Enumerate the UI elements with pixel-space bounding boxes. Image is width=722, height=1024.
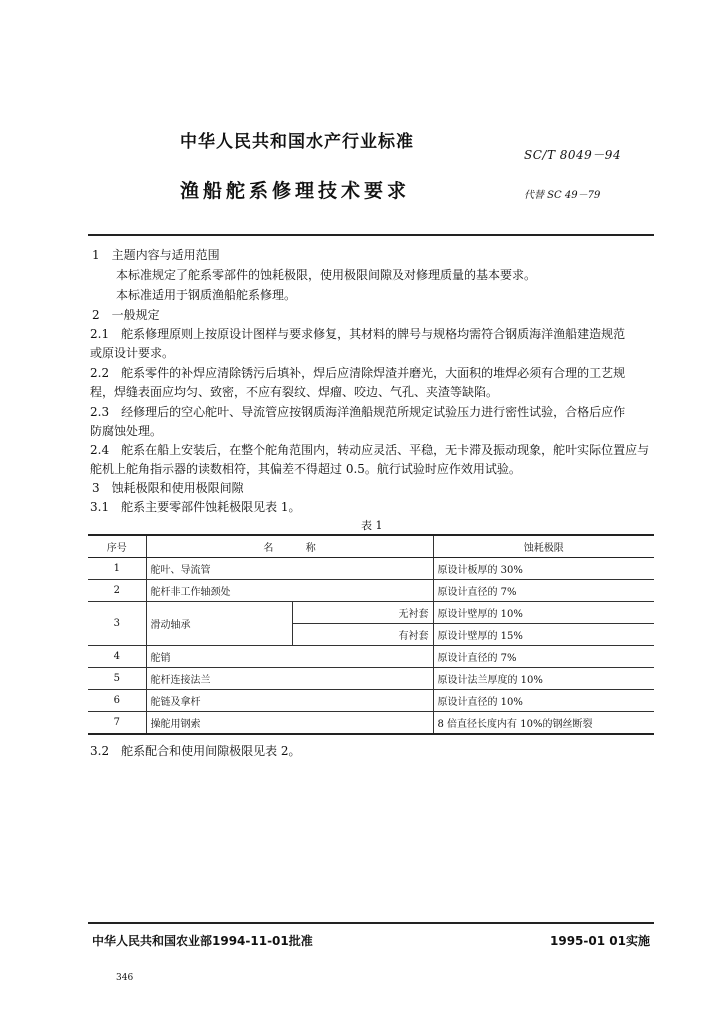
row-no: 7: [88, 712, 146, 735]
row-no: 1: [88, 558, 146, 580]
row-name: 舵链及拿杆: [146, 690, 433, 712]
section-2-title: 2 一般规定: [92, 308, 160, 322]
table-row: [88, 646, 654, 668]
clause-2-4-line-1: 2.4 舵系在船上安装后，在整个舵角范围内，转动应灵活、平稳，无卡滞及振动现象，舵叶实际位置应与: [90, 443, 650, 457]
row-name: 操舵用钢索: [146, 712, 433, 735]
row-name: 舵销: [146, 646, 433, 668]
header-name-part-1: 名: [263, 543, 274, 554]
standard-code: SC/T 8049－94: [524, 148, 622, 162]
table-row: [88, 580, 654, 602]
table-row: [88, 558, 654, 580]
clause-2-1-line-2: 或原设计要求。: [90, 346, 175, 360]
clause-3-1: 3.1 舵系主要零部件蚀耗极限见表 1。: [90, 500, 301, 514]
table-1: [88, 534, 654, 735]
row-name: 舵叶、导流管: [146, 558, 433, 580]
section-1-title: 1 主题内容与适用范围: [92, 248, 220, 262]
org-title: 中华人民共和国水产行业标准: [180, 132, 414, 152]
row-no: 3: [88, 602, 146, 646]
row-subtype: 无衬套: [292, 602, 433, 624]
table-row: [88, 602, 654, 624]
section-1-paragraph-1: 本标准规定了舵系零部件的蚀耗极限，使用极限间隙及对修理质量的基本要求。: [116, 268, 537, 282]
approval-line: 中华人民共和国农业部1994-11-01批准: [92, 934, 313, 948]
clause-2-4-line-2: 舵机上舵角指示器的读数相符，其偏差不得超过 0.5。航行试验时应作效用试验。: [90, 462, 521, 476]
replaces-note: 代替 SC 49－79: [524, 190, 601, 201]
row-no: 5: [88, 668, 146, 690]
clause-2-3-line-1: 2.3 经修理后的空心舵叶、导流管应按钢质海洋渔船规范所规定试验压力进行密性试验，合格后应作: [90, 405, 626, 419]
row-limit: 原设计板厚的 30%: [433, 558, 654, 580]
footer-rule: [88, 922, 654, 924]
row-limit: 原设计直径的 10%: [433, 690, 654, 712]
header-no: 序号: [88, 535, 146, 558]
row-no: 4: [88, 646, 146, 668]
row-name: 舵杆连接法兰: [146, 668, 433, 690]
section-1-paragraph-2: 本标准适用于钢质渔船舵系修理。: [116, 288, 297, 302]
row-no: 6: [88, 690, 146, 712]
clause-2-2-line-2: 程，焊缝表面应均匀、致密，不应有裂纹、焊瘤、咬边、气孔、夹渣等缺陷。: [90, 385, 499, 399]
table-row: [88, 690, 654, 712]
row-limit: 8 倍直径长度内有 10%的钢丝断裂: [433, 712, 654, 735]
header-limit: 蚀耗极限: [433, 535, 654, 558]
table-row: [88, 668, 654, 690]
section-3-title: 3 蚀耗极限和使用极限间隙: [92, 481, 244, 495]
row-limit: 原设计直径的 7%: [433, 646, 654, 668]
page-number: 346: [116, 973, 134, 983]
row-name: 滑动轴承: [146, 602, 292, 646]
header-name-part-2: 称: [305, 543, 316, 554]
clause-2-2-line-1: 2.2 舵系零件的补焊应清除锈污后填补，焊后应清除焊渣并磨光，大面积的堆焊必须有合理的工艺规: [90, 366, 626, 380]
row-limit: 原设计壁厚的 10%: [433, 602, 654, 624]
table-header-row: [88, 535, 654, 558]
row-name: 舵杆非工作轴颈处: [146, 580, 433, 602]
header-name: [146, 535, 433, 558]
implementation-date: 1995-01 01实施: [550, 934, 650, 948]
row-no: 2: [88, 580, 146, 602]
row-limit: 原设计直径的 7%: [433, 580, 654, 602]
header-rule: [88, 234, 654, 236]
clause-2-1-line-1: 2.1 舵系修理原则上按原设计图样与要求修复，其材料的牌号与规格均需符合钢质海洋渔船建造规范: [90, 327, 626, 341]
row-subtype: 有衬套: [292, 624, 433, 646]
row-limit: 原设计壁厚的 15%: [433, 624, 654, 646]
document-title: 渔船舵系修理技术要求: [180, 180, 411, 202]
clause-3-2: 3.2 舵系配合和使用间隙极限见表 2。: [90, 744, 301, 758]
row-limit: 原设计法兰厚度的 10%: [433, 668, 654, 690]
clause-2-3-line-2: 防腐蚀处理。: [90, 424, 163, 438]
table-1-caption: 表 1: [361, 519, 383, 532]
table-row: [88, 712, 654, 735]
